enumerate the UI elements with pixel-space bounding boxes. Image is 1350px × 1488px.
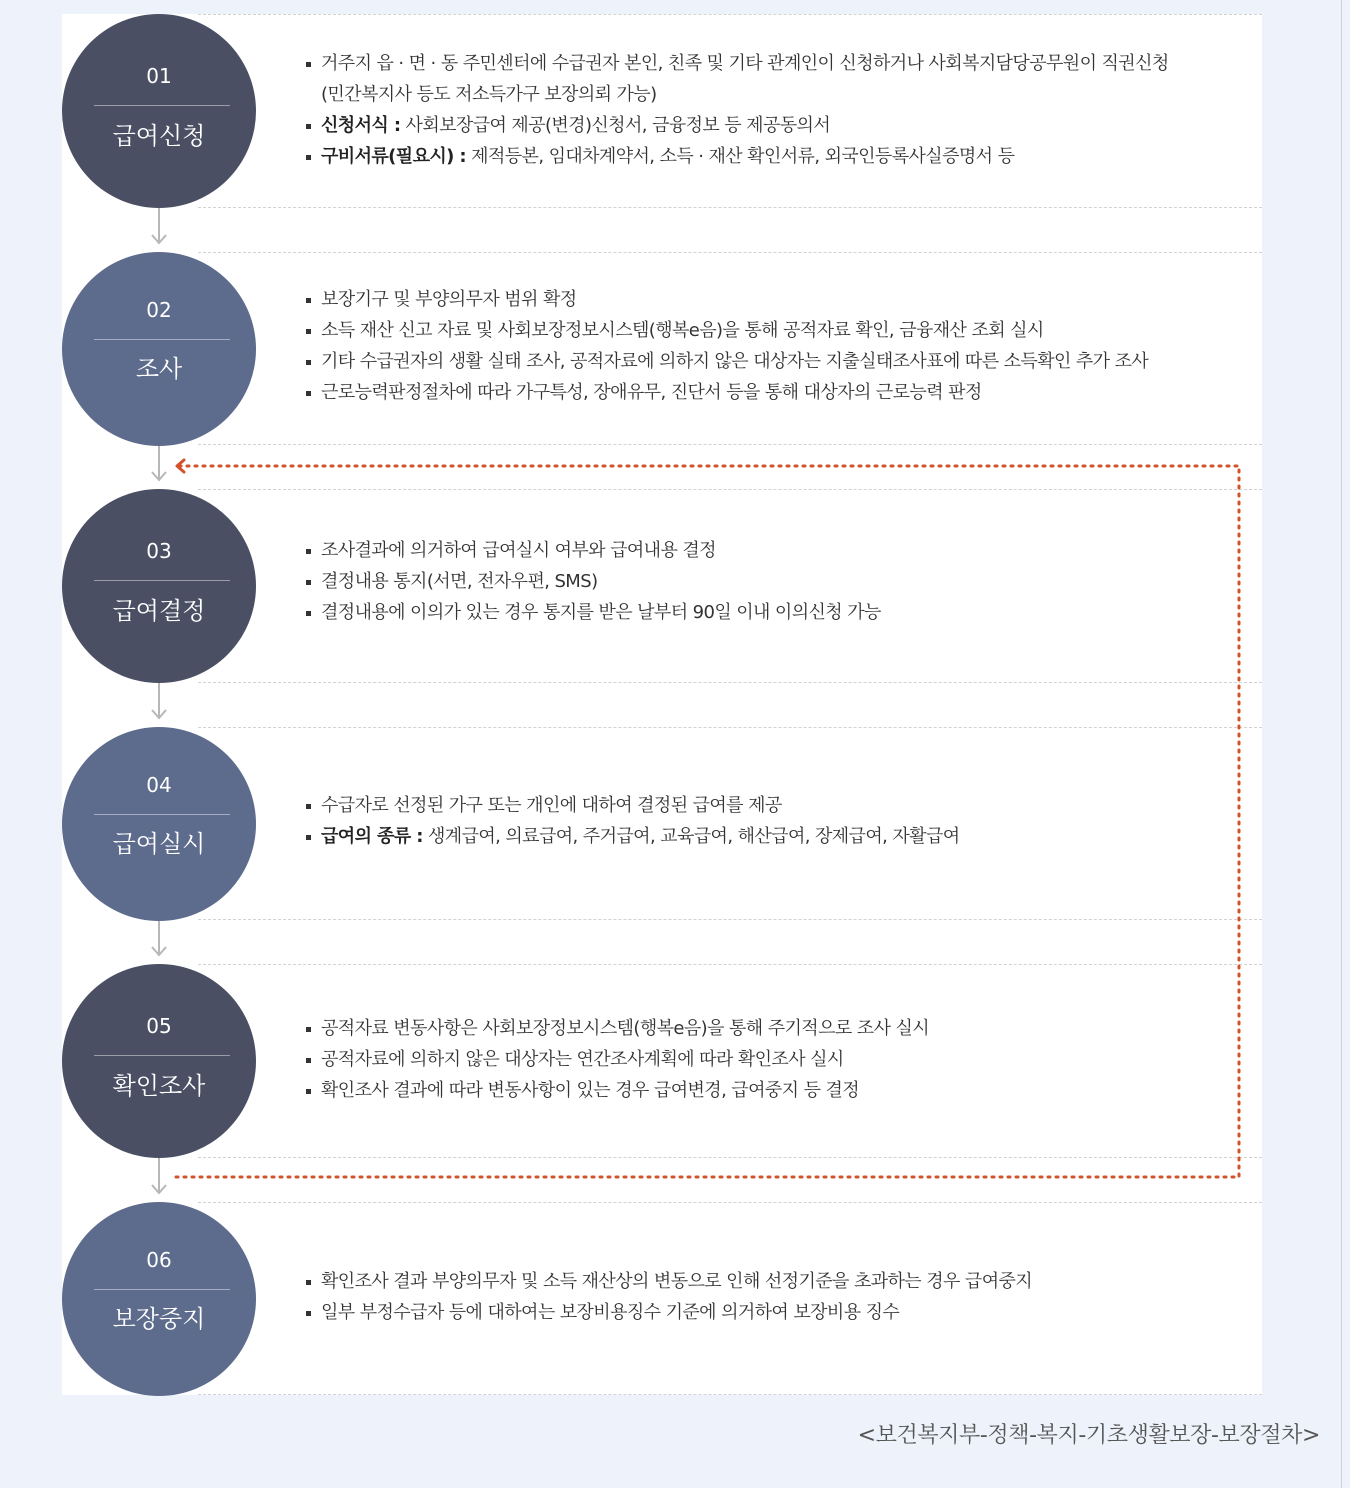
step-title: 조사 [135, 355, 183, 383]
detail-text: 확인조사 결과 부양의무자 및 소득 재산상의 변동으로 인해 선정기준을 초과하는 경우 급여중지 [321, 1271, 1033, 1292]
detail-text: 기타 수급권자의 생활 실태 조사, 공적자료에 의하지 않은 대상자는 지출실태조사표에 따른 소득확인 추가 조사 [321, 351, 1149, 372]
detail-item [303, 377, 1148, 408]
detail-text: 보장기구 및 부양의무자 범위 확정 [321, 289, 577, 310]
detail-text: 수급자로 선정된 가구 또는 개인에 대하여 결정된 급여를 제공 [321, 795, 782, 816]
detail-item [303, 535, 881, 566]
detail-text: 결정내용에 이의가 있는 경우 통지를 받은 날부터 90일 이내 이의신청 가능 [321, 602, 881, 623]
detail-item [303, 1266, 1032, 1297]
step-divider [94, 105, 230, 106]
detail-text: 거주지 읍 · 면 · 동 주민센터에 수급권자 본인, 친족 및 기타 관계인이 신청하거나 사회복지담당공무원이 직권신청 [321, 53, 1169, 74]
step-03-details [303, 535, 881, 628]
step-number: 06 [146, 1248, 172, 1272]
detail-text: 일부 부정수급자 등에 대하여는 보장비용징수 기준에 의거하여 보장비용 징수 [321, 1302, 900, 1323]
detail-text: 확인조사 결과에 따라 변동사항이 있는 경우 급여변경, 급여중지 등 결정 [321, 1080, 860, 1101]
step-04-details [303, 790, 960, 852]
detail-item [303, 821, 960, 852]
detail-item [303, 1044, 929, 1075]
step-01-details [303, 48, 1169, 172]
step-03-circle [62, 489, 256, 683]
detail-text: 조사결과에 의거하여 급여실시 여부와 급여내용 결정 [321, 540, 716, 561]
step-number: 04 [146, 773, 172, 797]
step-title: 보장중지 [112, 1305, 206, 1333]
step-title: 확인조사 [112, 1072, 206, 1100]
step-number: 05 [146, 1014, 172, 1038]
detail-text: (민간복지사 등도 저소득가구 보장의뢰 가능) [321, 84, 657, 105]
detail-label: 신청서식 : [321, 115, 401, 136]
step-divider [94, 580, 230, 581]
step-05-circle [62, 964, 256, 1158]
detail-item [303, 790, 960, 821]
step-01-circle [62, 14, 256, 208]
step-02-details [303, 284, 1148, 408]
down-arrow-icon [150, 207, 168, 245]
detail-item [303, 1075, 929, 1106]
detail-item-continuation [303, 79, 1169, 110]
detail-text: 공적자료 변동사항은 사회보장정보시스템(행복e음)을 통해 주기적으로 조사 실시 [321, 1018, 930, 1039]
detail-text: 소득 재산 신고 자료 및 사회보장정보시스템(행복e음)을 통해 공적자료 확인, 금융재산 조회 실시 [321, 320, 1044, 341]
step-number: 03 [146, 539, 172, 563]
step-divider [94, 1055, 230, 1056]
step-number: 01 [146, 64, 172, 88]
detail-item [303, 346, 1148, 377]
detail-text: 근로능력판정절차에 따라 가구특성, 장애유무, 진단서 등을 통해 대상자의 근로능력 판정 [321, 382, 982, 403]
detail-text: 제적등본, 임대차계약서, 소득 · 재산 확인서류, 외국인등록사실증명서 등 [466, 146, 1015, 167]
detail-item [303, 110, 1169, 141]
detail-item [303, 141, 1169, 172]
detail-text: 사회보장급여 제공(변경)신청서, 금융정보 등 제공동의서 [400, 115, 831, 136]
detail-item [303, 1013, 929, 1044]
detail-text: 공적자료에 의하지 않은 대상자는 연간조사계획에 따라 확인조사 실시 [321, 1049, 844, 1070]
detail-item [303, 566, 881, 597]
step-divider [94, 1289, 230, 1290]
step-number: 02 [146, 298, 172, 322]
detail-text: 결정내용 통지(서면, 전자우편, SMS) [321, 571, 598, 592]
detail-item [303, 597, 881, 628]
step-title: 급여결정 [112, 597, 206, 625]
detail-label: 급여의 종류 : [321, 826, 423, 847]
down-arrow-icon [150, 919, 168, 957]
down-arrow-icon [150, 444, 168, 482]
step-title: 급여실시 [112, 830, 206, 858]
step-divider [94, 814, 230, 815]
step-06-details [303, 1266, 1032, 1328]
step-06-circle [62, 1202, 256, 1396]
detail-item [303, 48, 1169, 79]
down-arrow-icon [150, 682, 168, 720]
detail-item [303, 1297, 1032, 1328]
detail-item [303, 315, 1148, 346]
step-02-circle [62, 252, 256, 446]
detail-item [303, 284, 1148, 315]
step-04-circle [62, 727, 256, 921]
source-caption: <보건복지부-정책-복지-기초생활보장-보장절차> [857, 1423, 1320, 1448]
detail-label: 구비서류(필요시) : [321, 146, 467, 167]
step-divider [94, 339, 230, 340]
detail-text: 생계급여, 의료급여, 주거급여, 교육급여, 해산급여, 장제급여, 자활급여 [422, 826, 960, 847]
step-05-details [303, 1013, 929, 1106]
step-title: 급여신청 [112, 122, 206, 150]
down-arrow-icon [150, 1157, 168, 1195]
